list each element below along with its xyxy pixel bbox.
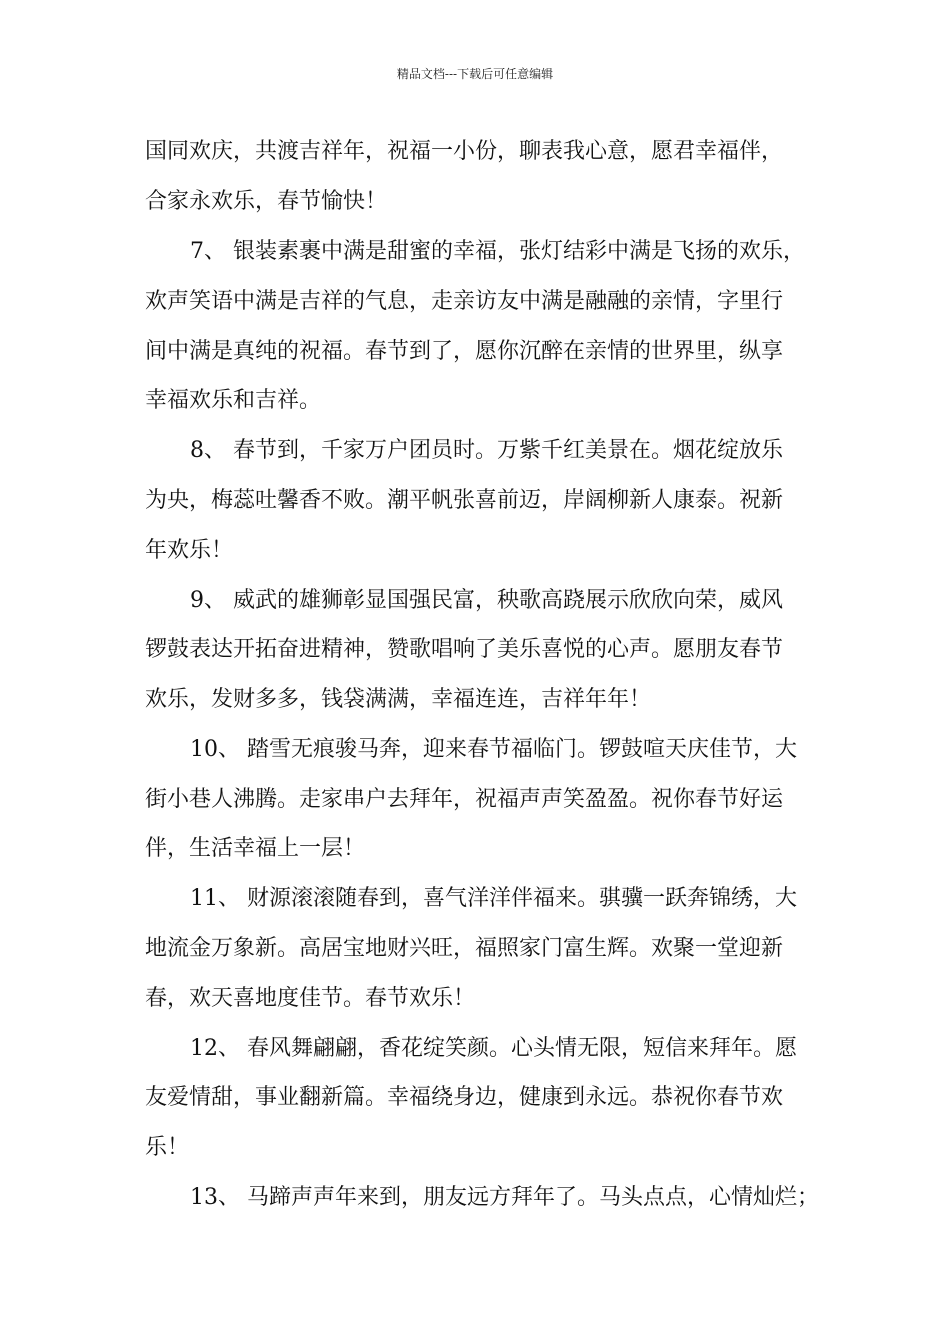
text-line: 锣鼓表达开拓奋进精神，赞歌唱响了美乐喜悦的心声。愿朋友春节	[145, 637, 784, 662]
text-line: 友爱情甜，事业翻新篇。幸福绕身边，健康到永远。恭祝你春节欢	[145, 1085, 784, 1110]
text-line: 年欢乐！	[145, 538, 234, 563]
text-line: 伴，生活幸福上一层！	[145, 836, 366, 861]
text-line: 春，欢天喜地度佳节。春节欢乐！	[145, 986, 476, 1011]
text-line: 9、 威武的雄狮彰显国强民富，秧歌高跷展示欣欣向荣，威风	[190, 588, 783, 613]
text-line: 8、 春节到，千家万户团员时。万紫千红美景在。烟花绽放乐	[190, 438, 783, 463]
text-line: 7、 银装素裹中满是甜蜜的幸福，张灯结彩中满是飞扬的欢乐，	[190, 239, 805, 264]
text-line: 乐！	[145, 1135, 190, 1160]
text-line: 12、 春风舞翩翩，香花绽笑颜。心头情无限，短信来拜年。愿	[190, 1036, 797, 1061]
text-line: 地流金万象新。高居宝地财兴旺，福照家门富生辉。欢聚一堂迎新	[145, 936, 784, 961]
text-line: 欢声笑语中满是吉祥的气息，走亲访友中满是融融的亲情，字里行	[145, 289, 784, 314]
text-line: 为央，梅蕊吐馨香不败。潮平帆张喜前迈，岸阔柳新人康泰。祝新	[145, 488, 784, 513]
text-line: 间中满是真纯的祝福。春节到了，愿你沉醉在亲情的世界里，纵享	[145, 339, 784, 364]
text-line: 国同欢庆，共渡吉祥年，祝福一小份，聊表我心意，愿君幸福伴，	[145, 139, 784, 164]
text-line: 街小巷人沸腾。走家串户去拜年，祝福声声笑盈盈。祝你春节好运	[145, 787, 784, 812]
text-line: 10、 踏雪无痕骏马奔，迎来春节福临门。锣鼓喧天庆佳节，大	[190, 737, 797, 762]
text-line: 11、 财源滚滚随春到，喜气洋洋伴福来。骐骥一跃奔锦绣，大	[190, 886, 797, 911]
text-line: 合家永欢乐，春节愉快！	[145, 189, 388, 214]
text-line: 13、 马蹄声声年来到，朋友远方拜年了。马头点点，心情灿烂；	[190, 1185, 819, 1210]
text-line: 幸福欢乐和吉祥。	[145, 388, 322, 413]
page-header: 精品文档---下载后可任意编辑	[396, 67, 554, 81]
text-line: 欢乐，发财多多，钱袋满满，幸福连连，吉祥年年！	[145, 687, 652, 712]
